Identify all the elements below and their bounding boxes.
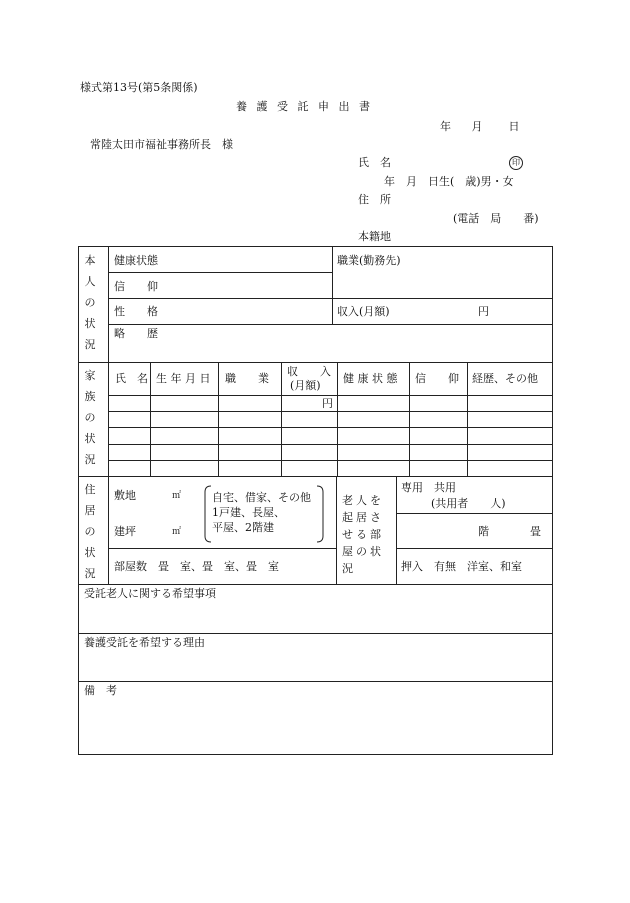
family-header-birthdate: 生 年 月 日 — [156, 372, 211, 385]
site-label: 敷地 — [114, 489, 136, 502]
wishes-label: 受託老人に関する希望事項 — [84, 587, 216, 600]
form-number: 様式第13号(第5条関係) — [80, 81, 198, 94]
building-unit: ㎡ — [172, 527, 182, 537]
house-type-option: 自宅、借家、その他 — [212, 491, 311, 504]
family-header-income: 収 入 — [287, 365, 331, 378]
family-header-income-monthly: (月額) — [290, 379, 321, 392]
family-header-faith: 信 仰 — [415, 372, 459, 385]
name-label: 氏 名 — [358, 156, 391, 169]
income-label: 収入(月額) — [337, 305, 390, 318]
reason-label: 養護受託を希望する理由 — [84, 636, 205, 649]
seal-mark: 印 — [509, 156, 523, 170]
housing-section-label: 住 居 の 状 況 — [84, 483, 96, 580]
faith-label: 信 仰 — [114, 280, 158, 293]
page-title: 養 護 受 託 申 出 書 — [236, 100, 373, 113]
floor-tatami: 階 畳 — [478, 525, 543, 538]
elder-room-label: 老人を 起居さ せる部 屋の状 況 — [342, 494, 384, 575]
phone-line: (電話 局 番) — [453, 212, 539, 225]
income-yen: 円 — [478, 305, 489, 318]
family-section-label: 家 族 の 状 況 — [84, 369, 96, 466]
personality-label: 性 格 — [114, 305, 158, 318]
shared-with: (共用者 人) — [431, 497, 506, 510]
family-header-occupation: 職 業 — [225, 372, 269, 385]
date-line: 年 月 日 — [440, 120, 522, 133]
birth-line: 年 月 日生( 歳)男・女 — [384, 175, 514, 188]
family-header-name: 氏 名 — [115, 372, 148, 385]
health-label: 健康状態 — [114, 254, 158, 267]
domicile-label: 本籍地 — [358, 230, 391, 243]
family-header-other: 経歴、その他 — [472, 372, 538, 385]
remarks-label: 備 考 — [84, 684, 117, 697]
family-header-health: 健 康 状 態 — [343, 372, 398, 385]
house-type-option: 1戸建、長屋、 — [212, 506, 285, 519]
room-count-line: 部屋数 畳 室、畳 室、畳 室 — [114, 560, 279, 573]
house-type-option: 平屋、2階建 — [212, 521, 274, 534]
self-section-label: 本 人 の 状 況 — [84, 254, 96, 351]
history-label: 略 歴 — [114, 327, 158, 340]
occupation-label: 職業(勤務先) — [337, 254, 401, 267]
address-label: 住 所 — [358, 193, 391, 206]
addressee: 常陸太田市福祉事務所長 様 — [90, 138, 233, 151]
closet-line: 押入 有無 洋室、和室 — [401, 560, 522, 573]
building-label: 建坪 — [114, 525, 136, 538]
family-income-yen: 円 — [322, 397, 333, 410]
site-unit: ㎡ — [172, 491, 182, 501]
exclusive-shared: 専用 共用 — [401, 481, 456, 494]
